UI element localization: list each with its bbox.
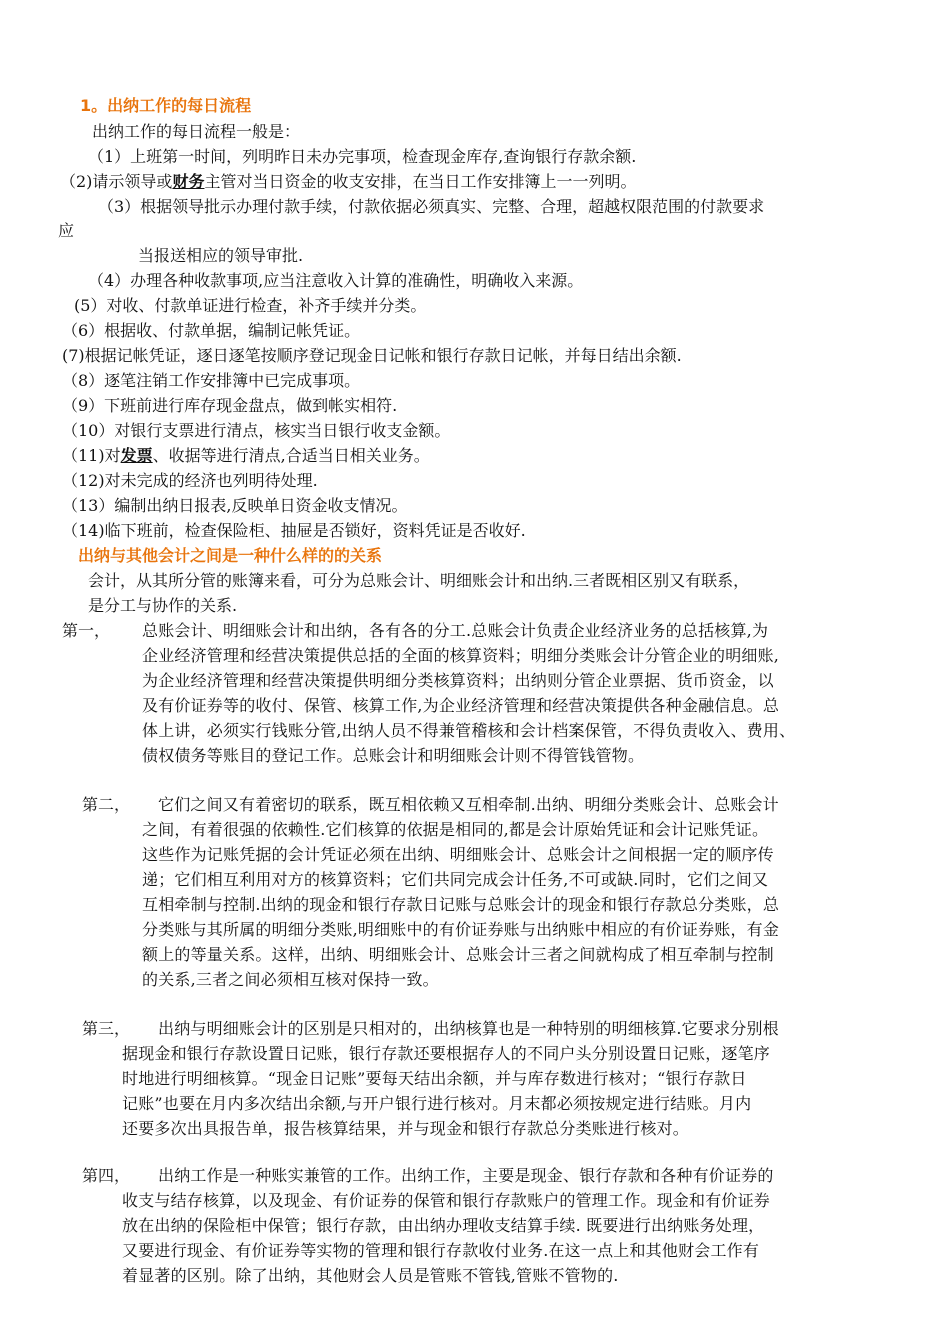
list-item: (7)根据记帐凭证，逐日逐笔按顺序登记现金日记帐和银行存款日记帐，并每日结出余额. <box>62 346 682 365</box>
paragraph-line: 放在出纳的保险柜中保管；银行存款，由出纳办理收支结算手续. 既要进行出纳账务处理， <box>122 1216 765 1235</box>
item11-rest: 、收据等进行清点,合适当日相关业务。 <box>152 446 430 465</box>
paragraph2-label: 第二， <box>82 795 131 814</box>
paragraph-line: 还要多次出具报告单，报告核算结果，并与现金和银行存款总分类账进行核对。 <box>122 1119 690 1138</box>
paragraph1-label: 第一， <box>62 621 111 640</box>
paragraph-line: 出纳与明细账会计的区别是只相对的，出纳核算也是一种特别的明细核算.它要求分别根 <box>158 1019 779 1038</box>
paragraph3 <box>122 1016 932 1141</box>
section1-intro: 出纳工作的每日流程一般是： <box>92 122 301 141</box>
list-item: （10）对银行支票进行清点，核实当日银行收支金额。 <box>62 421 451 440</box>
list-item <box>62 446 430 466</box>
item2-prefix: （2)请示领导或 <box>60 172 173 191</box>
paragraph1 <box>142 618 932 768</box>
finance-link[interactable]: 财务 <box>172 172 205 191</box>
paragraph-line: 总账会计、明细账会计和出纳，各有各的分工.总账会计负责企业经济业务的总括核算,为 <box>142 621 769 640</box>
list-item: （1）上班第一时间，列明昨日未办完事项，检查现金库存,查询银行存款余额. <box>88 147 637 166</box>
section2-title: 出纳与其他会计之间是一种什么样的的关系 <box>78 546 383 565</box>
list-item: （12)对未完成的经济也列明待处理. <box>62 471 318 490</box>
section2-intro-line2: 是分工与协作的关系. <box>88 596 238 615</box>
paragraph-line: 分类账与其所属的明细分类账,明细账中的有价证券账与出纳账中相应的有价证券账，有金 <box>142 920 780 939</box>
paragraph-line: 据现金和银行存款设置日记账，银行存款还要根据存人的不同户头分别设置日记账，逐笔序 <box>122 1044 771 1063</box>
paragraph-line: 这些作为记账凭据的会计凭证必须在出纳、明细账会计、总账会计之间根据一定的顺序传 <box>142 845 774 864</box>
paragraph-line: 及有价证券等的收付、保管、核算工作,为企业经济管理和经营决策提供各种金融信息。总 <box>142 696 780 715</box>
paragraph2 <box>142 792 932 992</box>
item11-prefix: （11)对 <box>62 446 121 465</box>
paragraph-line: 它们之间又有着密切的联系，既互相依赖又互相牵制.出纳、明细分类账会计、总账会计 <box>158 795 779 814</box>
paragraph-line: 为企业经济管理和经营决策提供明细分类核算资料；出纳则分管企业票据、货币资金，以 <box>142 671 774 690</box>
section1-title: 1。出纳工作的每日流程 <box>80 96 252 115</box>
paragraph-line: 出纳工作是一种账实兼管的工作。出纳工作，主要是现金、银行存款和各种有价证券的 <box>158 1166 774 1185</box>
list-item: （14)临下班前，检查保险柜、抽屉是否锁好，资料凭证是否收好. <box>62 521 526 540</box>
paragraph-line: 互相牵制与控制.出纳的现金和银行存款日记账与总账会计的现金和银行存款总分类账，总 <box>142 895 780 914</box>
section2-intro-line1: 会计，从其所分管的账簿来看，可分为总账会计、明细账会计和出纳.三者既相区别又有联系， <box>88 571 750 590</box>
paragraph-line: 额上的等量关系。这样，出纳、明细账会计、总账会计三者之间就构成了相互牵制与控制 <box>142 945 774 964</box>
paragraph-line: 之间，有着很强的依赖性.它们核算的依据是相同的,都是会计原始凭证和会计记账凭证。 <box>142 820 769 839</box>
paragraph-line: 记账”也要在月内多次结出余额,与开户银行进行核对。月末都必须按规定进行结账。月内 <box>122 1094 752 1113</box>
paragraph-line: 债权债务等账目的登记工作。总账会计和明细账会计则不得管钱管物。 <box>142 746 645 765</box>
paragraph4 <box>122 1163 932 1288</box>
paragraph-line: 着显著的区别。除了出纳，其他财会人员是管账不管钱,管账不管物的. <box>122 1266 619 1285</box>
list-item: （13）编制出纳日报表,反映单日资金收支情况。 <box>62 496 408 515</box>
invoice-link[interactable]: 发票 <box>120 446 153 465</box>
item2-rest: 主管对当日资金的收支安排，在当日工作安排簿上一一列明。 <box>204 172 637 191</box>
paragraph-line: 企业经济管理和经营决策提供总括的全面的核算资料；明细分类账会计分管企业的明细账, <box>142 646 780 665</box>
list-item: (5）对收、付款单证进行检查，补齐手续并分类。 <box>74 296 427 315</box>
list-item: （3）根据领导批示办理付款手续，付款依据必须真实、完整、合理，超越权限范围的付款要求 <box>98 197 765 216</box>
paragraph-line: 体上讲，必须实行钱账分管,出纳人员不得兼管稽核和会计档案保管，不得负责收入、费用、 <box>142 721 796 740</box>
list-item: （6）根据收、付款单据，编制记帐凭证。 <box>62 321 361 340</box>
paragraph-line: 时地进行明细核算。“现金日记账”要每天结出余额，并与库存数进行核对；“银行存款日 <box>122 1069 747 1088</box>
list-item <box>60 172 636 192</box>
paragraph-line: 收支与结存核算，以及现金、有价证券的保管和银行存款账户的管理工作。现金和有价证券 <box>122 1191 771 1210</box>
list-item: （8）逐笔注销工作安排簿中已完成事项。 <box>62 371 361 390</box>
list-item-continuation: 应 <box>58 221 75 240</box>
paragraph4-label: 第四， <box>82 1166 131 1185</box>
paragraph3-label: 第三， <box>82 1019 131 1038</box>
paragraph-line: 递；它们相互利用对方的核算资料；它们共同完成会计任务,不可或缺.同时，它们之间又 <box>142 870 769 889</box>
paragraph-line: 的关系,三者之间必须相互核对保持一致。 <box>142 970 439 989</box>
list-item: （4）办理各种收款事项,应当注意收入计算的准确性，明确收入来源。 <box>88 271 584 290</box>
list-item: （9）下班前进行库存现金盘点，做到帐实相符. <box>62 396 398 415</box>
paragraph-line: 又要进行现金、有价证券等实物的管理和银行存款收付业务.在这一点上和其他财会工作有 <box>122 1241 760 1260</box>
list-item-continuation: 当报送相应的领导审批. <box>138 246 304 265</box>
